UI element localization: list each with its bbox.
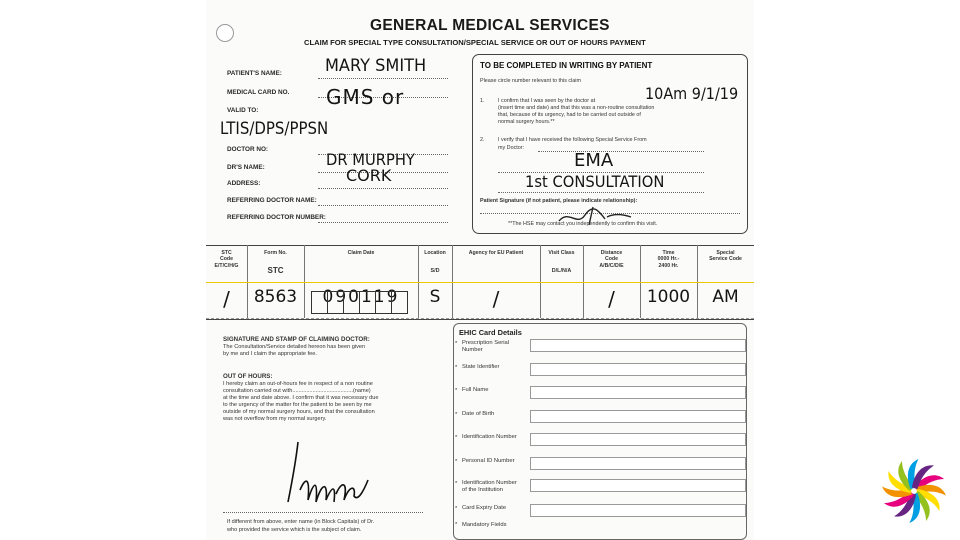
ehic-field-label: Identification Number [462, 434, 517, 440]
different-doctor-text-1: If different from above, enter name (in Block Capitals) of Dr. [227, 519, 375, 525]
valid-to-value: LTIS/DPS/PPSN [220, 119, 329, 139]
patient-signature-label: Patient Signature (if not patient, please indicate relationship): [480, 198, 638, 204]
table-subheader-5: D/L/N/A [551, 268, 572, 274]
patient-name-value: MARY SMITH [325, 56, 427, 76]
ehic-field-input[interactable] [530, 363, 746, 376]
required-star: * [455, 388, 458, 394]
address-line [318, 188, 448, 189]
special-service-line-1 [538, 151, 704, 152]
ehic-field-label: Card Expiry Date [462, 505, 507, 511]
ehic-field-input[interactable] [530, 457, 746, 470]
out-of-hours-text-1: I hereby claim an out-of-hours fee in respect of a non routine [223, 381, 373, 387]
ehic-field-label: Identification Number of the Institution [462, 480, 517, 494]
different-doctor-text-2: who provided the service which is the subject of claim. [227, 527, 362, 533]
table-value-1: 8563 [253, 287, 298, 307]
address-value: CORK [346, 166, 392, 185]
referring-doctor-name-label: REFERRING DOCTOR NAME: [227, 197, 317, 204]
referring-doctor-number-label: REFERRING DOCTOR NUMBER: [227, 214, 326, 221]
required-star: * [455, 435, 458, 441]
doctor-signature [270, 430, 380, 514]
table-subheader-3: S/D [430, 268, 440, 274]
special-service-line-3 [498, 192, 704, 193]
claim-date-box [327, 291, 343, 314]
referring-doctor-name-line [318, 205, 448, 206]
claim-date-box [375, 291, 391, 314]
table-header-6: Distance Code A/B/C/D/E [599, 250, 624, 269]
medical-card-label: MEDICAL CARD NO. [227, 89, 290, 96]
special-service-value-1: EMA [574, 150, 614, 171]
required-star: * [455, 412, 458, 418]
out-of-hours-text-3: at the time and date above. I confirm that it was necessary due [223, 395, 379, 401]
medical-card-value: GMS or [326, 85, 405, 109]
section-divider [206, 318, 754, 319]
required-star: * [455, 481, 458, 487]
brand-swirl-logo [880, 453, 948, 529]
special-service-value-2: 1st CONSULTATION [525, 172, 665, 191]
mandatory-fields-note: Mandatory Fields [462, 522, 507, 528]
table-header-1: Form No. [264, 250, 287, 256]
ehic-field-input[interactable] [530, 433, 746, 446]
patient-section-heading: TO BE COMPLETED IN WRITING BY PATIENT [480, 61, 653, 70]
table-header-8: Special Service Code [709, 250, 742, 263]
address-label: ADDRESS: [227, 180, 261, 187]
table-header-0: STC Code E/T/C/H/G [214, 250, 239, 269]
table-value-6: / [608, 287, 615, 311]
hse-footnote: **The HSE may contact you independently to confirm this visit. [508, 221, 658, 227]
table-value-4: / [492, 287, 500, 311]
doctor-no-label: DOCTOR NO: [227, 146, 269, 153]
ehic-field-label: Prescription Serial Number [462, 340, 510, 354]
ehic-field-label: Full Name [462, 387, 489, 393]
claiming-doctor-text-1: The Consultation/Service detailed hereon has been given [223, 344, 366, 350]
patient-name-label: PATIENT'S NAME: [227, 70, 282, 77]
table-value-0: / [223, 287, 230, 311]
table-value-8: AM [712, 287, 739, 307]
out-of-hours-text-2: consultation carried out with.......................................(name) [223, 388, 371, 394]
item1-text-4: normal surgery hours.** [498, 119, 555, 125]
claim-date-box [359, 291, 375, 314]
out-of-hours-text-6: was not overflow from my normal surgery. [223, 416, 327, 422]
valid-to-label: VALID TO: [227, 107, 259, 114]
ehic-field-input[interactable] [530, 504, 746, 517]
table-header-2: Claim Date [347, 250, 375, 256]
item2-number: 2. [480, 137, 485, 143]
table-value-3: S [429, 287, 441, 307]
visit-time-date: 10Am 9/1/19 [645, 84, 739, 103]
ehic-field-input[interactable] [530, 479, 746, 492]
form-subtitle: CLAIM FOR SPECIAL TYPE CONSULTATION/SPECIAL SERVICE OR OUT OF HOURS PAYMENT [304, 38, 646, 47]
required-star: * [455, 341, 458, 347]
required-star: * [455, 459, 458, 465]
ehic-field-label: Date of Birth [462, 411, 495, 417]
claim-date-box [391, 291, 408, 314]
table-yellow-rule [206, 282, 754, 283]
item1-number: 1. [480, 98, 485, 104]
mandatory-star: * [455, 522, 458, 528]
item2-text-2: my Doctor: [498, 145, 525, 151]
item2-text-1: I verify that I have received the following Special Service From [498, 137, 647, 143]
required-star: * [455, 365, 458, 371]
claiming-doctor-heading: SIGNATURE AND STAMP OF CLAIMING DOCTOR: [223, 336, 370, 343]
item1-text-3: that, because of its urgency, had to be carried out outside of [498, 112, 641, 118]
claiming-doctor-text-2: by me and I claim the appropriate fee. [223, 351, 317, 357]
out-of-hours-heading: OUT OF HOURS: [223, 373, 273, 380]
item1-text-1: I confirm that I was seen by the doctor at [498, 98, 596, 104]
ehic-field-input[interactable] [530, 386, 746, 399]
table-subheader-1: STC [267, 266, 284, 275]
drs-name-label: DR'S NAME: [227, 164, 265, 171]
table-value-2: 090119 [322, 287, 400, 307]
circle-instruction: Please circle number relevant to this claim [480, 78, 581, 84]
patient-name-line [318, 78, 448, 79]
form-title: GENERAL MEDICAL SERVICES [370, 17, 610, 34]
out-of-hours-text-4: to the urgency of the matter for the patient to be seen by me [223, 402, 372, 408]
referring-doctor-number-line [318, 222, 448, 223]
table-value-7: 1000 [646, 287, 691, 307]
ehic-field-input[interactable] [530, 339, 746, 352]
table-header-5: Visit Class [548, 250, 575, 256]
ehic-field-input[interactable] [530, 410, 746, 423]
doctor-signature-line [223, 512, 423, 513]
punch-hole [216, 24, 234, 42]
required-star: * [455, 506, 458, 512]
claim-date-box [343, 291, 359, 314]
table-header-4: Agency for EU Patient [468, 250, 524, 256]
drs-name-value: DR MURPHY [326, 150, 415, 169]
ehic-heading: EHIC Card Details [459, 328, 522, 337]
table-header-3: Location [424, 250, 446, 256]
ehic-field-label: State Identifier [462, 364, 500, 370]
claim-date-box [311, 291, 327, 314]
table-header-7: Time 0000 Hr.- 2400 Hr. [657, 250, 680, 269]
ehic-field-label: Personal ID Number [462, 458, 515, 464]
out-of-hours-text-5: outside of my normal surgery hours, and that the consultation [223, 409, 375, 415]
item1-text-2: (insert time and date) and that this was a non-routine consultation [498, 105, 655, 111]
